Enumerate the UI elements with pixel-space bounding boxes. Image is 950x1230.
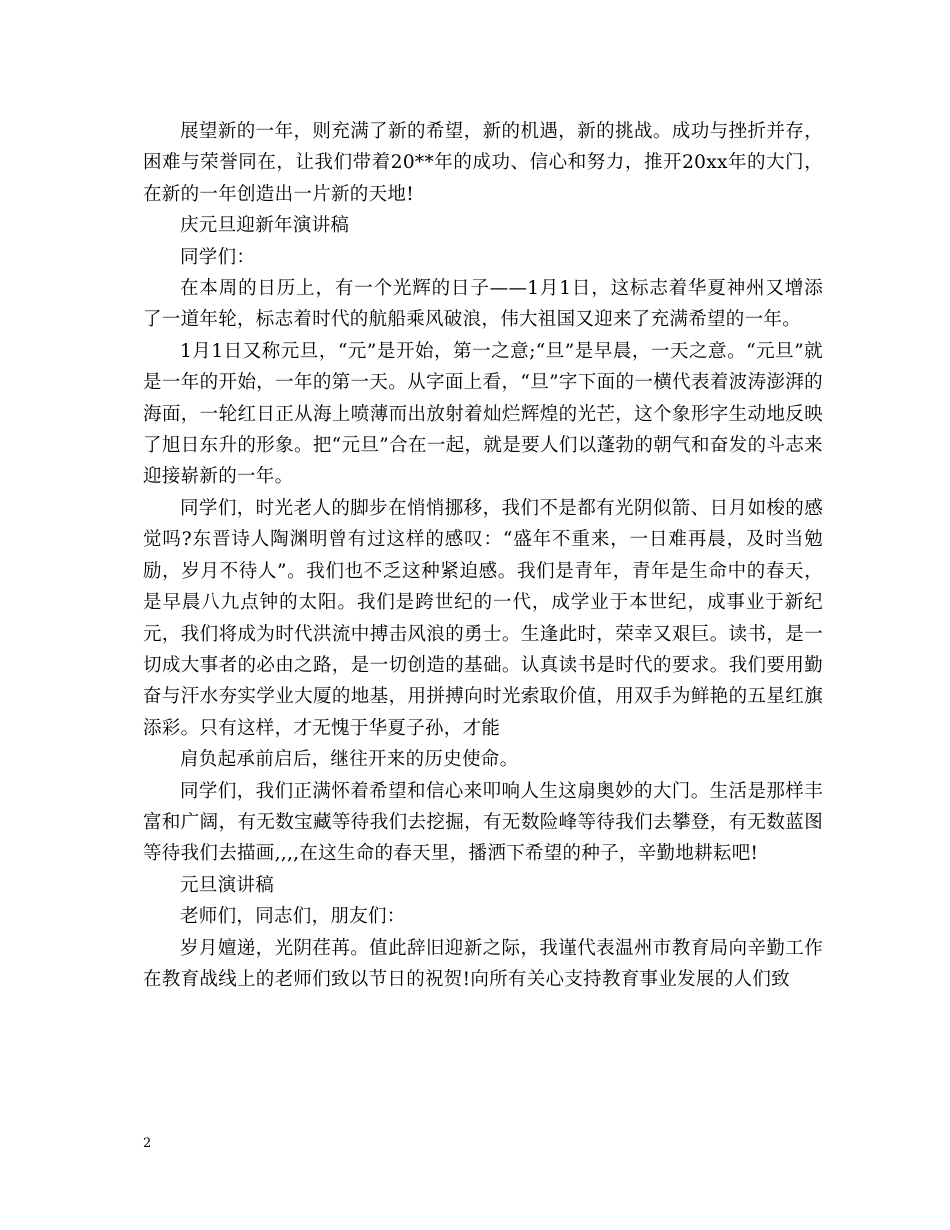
paragraph-meaning-of-yuandan: 1月1日又称元旦，“元”是开始，第一之意;“旦”是早晨，一天之意。“元旦”就是一年的开始，一年的第一天。从字面上看，“旦”字下面的一横代表着波涛澎湃的海面，一轮红日正从海上喷薄而出放射着灿烂辉煌的光芒，这个象形字生动地反映了旭日东升的形象。把“元旦”合在一起，就是要人们以蓬勃的朝气和奋发的斗志来迎接崭新的一年。 (143, 340, 823, 488)
paragraph-time-passing: 同学们，时光老人的脚步在悄悄挪移，我们不是都有光阴似箭、日月如梭的感觉吗?东晋诗人陶渊明曾有过这样的感叹：“盛年不重来，一日难再晨，及时当勉励，岁月不待人”。我们也不乏这种紧迫感。我们是青年，青年是生命中的春天，是早晨八九点钟的太阳。我们是跨世纪的一代，成学业于本世纪，成事业于新纪元，我们将成为时代洪流中搏击风浪的勇士。生逢此时，荣幸又艰巨。读书，是一切成大事者的必由之路，是一切创造的基础。认真读书是时代的要求。我们要用勤奋与汗水夯实学业大厦的地基，用拼搏向时光索取价值，用双手为鲜艳的五星红旗添彩。只有这样，才无愧于华夏子孙，才能 (143, 497, 823, 739)
section-title-yuandan-speech: 元旦演讲稿 (180, 874, 275, 896)
page-number: 2 (143, 1136, 152, 1151)
paragraph-door-of-life: 同学们，我们正满怀着希望和信心来叩响人生这扇奥妙的大门。生活是那样丰富和广阔，有无数宝藏等待我们去挖掘，有无数险峰等待我们去攀登，有无数蓝图等待我们去描画,,,,在这生命的春天里，播洒下希望的种子，辛勤地耕耘吧! (143, 780, 823, 865)
salutation-students: 同学们： (180, 246, 256, 268)
paragraph-years-passing: 岁月嬗递，光阴荏苒。值此辞旧迎新之际，我谨代表温州市教育局向辛勤工作在教育战线上的老师们致以节日的祝贺!向所有关心支持教育事业发展的人们致 (143, 937, 823, 990)
paragraph-calendar-day: 在本周的日历上，有一个光辉的日子——1月1日，这标志着华夏神州又增添了一道年轮，标志着时代的航船乘风破浪，伟大祖国又迎来了充满希望的一年。 (143, 278, 823, 331)
salutation-teachers-comrades-friends: 老师们，同志们，朋友们： (180, 906, 406, 928)
paragraph-new-year-outlook: 展望新的一年，则充满了新的希望，新的机遇，新的挑战。成功与挫折并存，困难与荣誉同在，让我们带着20**年的成功、信心和努力，推开20xx年的大门，在新的一年创造出一片新的天地! (143, 121, 823, 205)
document-body (143, 116, 823, 995)
paragraph-historic-mission: 肩负起承前启后，继往开来的历史使命。 (180, 749, 519, 771)
section-title-new-year-speech: 庆元旦迎新年演讲稿 (180, 215, 350, 237)
